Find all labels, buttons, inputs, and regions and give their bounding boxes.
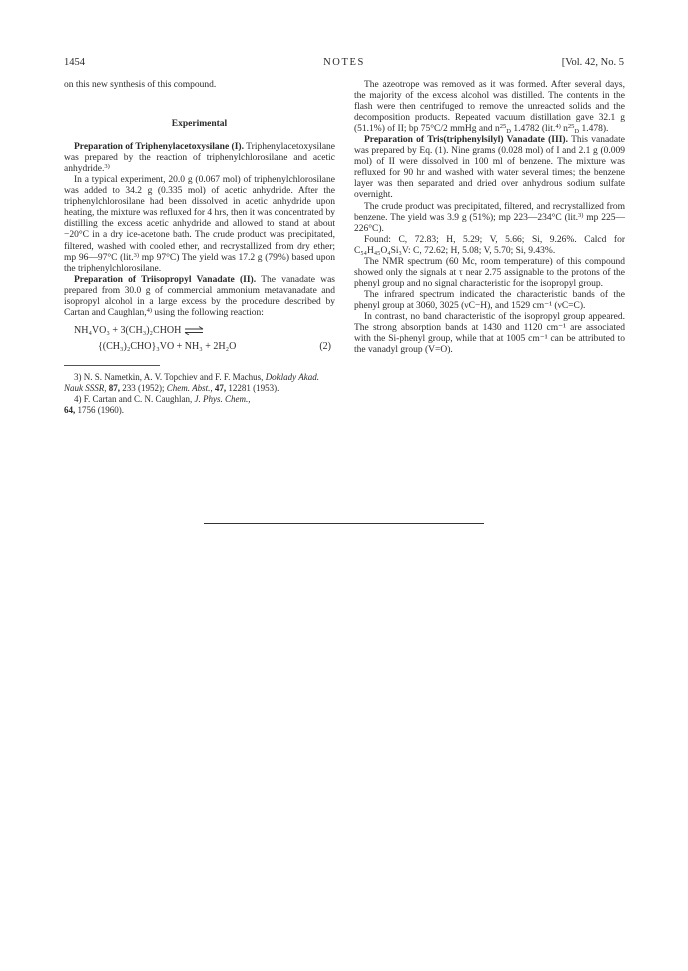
- temperature-superscript: 25: [499, 123, 507, 131]
- reference-pages: 1756 (1960).: [77, 404, 124, 415]
- reference-authors: N. S. Nametkin, A. V. Topchiev and F. F. Machus,: [83, 371, 264, 382]
- journal-section: NOTES: [323, 57, 365, 68]
- right-column: [354, 80, 625, 356]
- equation-products: {(CH₃)₂CHO}₃VO + NH₃ + 2H₂O: [98, 340, 237, 352]
- azeotrope-text: The azeotrope was removed as it was formed. After several days, the majority of the excess alcohol was distilled. The contents in the flash were then centrifuged to remove the unreacted solids and the decomposition products. Repeated vacuum distillation gave 32.1 g (51.1%) of II; bp 75°C/2 mmHg and n: [354, 80, 625, 135]
- footnote-divider: [64, 365, 160, 366]
- intro-line: on this new synthesis of this compound.: [64, 80, 217, 90]
- prep1-paragraph: [64, 142, 335, 175]
- reference-volume: 87,: [108, 382, 120, 393]
- typical-text: In a typical experiment, 20.0 g (0.067 mol) of triphenylchlorosilane was added to 34.2 g (0.335 mol) of acetic anhydride. After the triphenylchlorosilane had been dissolved in acetic anhydride upon heating, the mixture was refluxed for 4 hrs, then it was concentrated by distilling the excess acetic anhydride and allowed to stand at about −20°C in a dry ice-acetone bath. The crude product was precipitated, filtered, washed with cooled ether, and recrystallized from dry ether; mp 96—97°C (lit.: [64, 175, 335, 263]
- azeotrope-text-c: n: [560, 124, 568, 135]
- volume-info: [Vol. 42, No. 5: [561, 57, 624, 68]
- sodium-d-subscript: D: [506, 128, 511, 136]
- equation-reactants: NH₄VO₃ + 3(CH₃)₂CHOH: [74, 324, 182, 336]
- prep2-ref: 4): [146, 306, 152, 314]
- prep1-text: Triphenylacetoxysilane was prepared by the reaction of triphenylchlorosilane and acetic anhydride.: [64, 142, 336, 175]
- azeotrope-text-b: 1.4782 (lit.: [510, 124, 556, 135]
- section-heading: Experimental: [171, 119, 228, 130]
- prep2-text-end: using the following reaction:: [152, 307, 264, 318]
- typical-experiment-paragraph: [64, 175, 335, 274]
- contrast-paragraph: In contrast, no band characteristic of the isopropyl group appeared. The strong absorption bands at 1430 and 1120 cm⁻¹ are associated with the Si-phenyl group, while that at 1005 cm⁻¹ can be attributed to the vanadyl group (V=O).: [354, 311, 625, 356]
- nmr-paragraph: The NMR spectrum (60 Mc, room temperature) of this compound showed only the signals at τ near 2.75 assignable to the protons of the phenyl group and no signal characteristic for the isopropyl group.: [354, 256, 625, 289]
- prep2-text: The vanadate was prepared from 30.0 g of commercial ammonium metavanadate and isopropyl alcohol in a large excess by the procedure described by Cartan and Caughlan,: [64, 274, 336, 318]
- azeotrope-paragraph: [354, 80, 625, 135]
- references: [64, 372, 335, 416]
- page-number: 1454: [64, 57, 85, 68]
- reaction-equation: [64, 323, 335, 355]
- reference-journal: J. Phys. Chem.,: [194, 393, 251, 404]
- reference-authors: F. Cartan and C. N. Caughlan,: [83, 393, 193, 404]
- equilibrium-arrow-icon: [184, 326, 204, 335]
- article-end-rule: [204, 523, 484, 524]
- prep1-title: Preparation of Triphenylacetoxysilane (I).: [74, 142, 244, 153]
- reference-journal-2: Chem. Abst.,: [166, 382, 213, 393]
- equation-line-1: [74, 323, 204, 338]
- typical-ref: 3): [133, 251, 140, 259]
- reference-journal: Doklady Akad. Nauk SSSR,: [64, 371, 320, 393]
- prep3-paragraph: [354, 135, 625, 201]
- infrared-paragraph: The infrared spectrum indicated the characteristic bands of the phenyl group at 3060, 3025 (νC−H), and 1529 cm⁻¹ (νC=C).: [354, 289, 625, 311]
- prep3-title: Preparation of Tris(triphenylsilyl) Vanadate (III).: [364, 135, 568, 146]
- azeotrope-ref: 4): [555, 123, 561, 131]
- typical-text-end: mp 97°C) The yield was 17.2 g (79%) based upon the triphenylchlorosilane.: [64, 252, 335, 274]
- left-column: [64, 80, 335, 415]
- reference-pages-2: 12281 (1953).: [228, 382, 280, 393]
- elemental-analysis-paragraph: Found: C, 72.83; H, 5.29; V, 5.66; Si, 9.26%. Calcd for C₅₄H₄₅O₄Si₃V: C, 72.62; H, 5.08; V, 5.70; Si, 9.43%.: [354, 234, 625, 256]
- reference-pages: 233 (1952);: [122, 382, 165, 393]
- prep1-ref: 3): [104, 163, 110, 171]
- prep2-paragraph: [64, 275, 335, 319]
- crude-product-ref: 3): [578, 211, 584, 219]
- reference-item: [64, 372, 335, 394]
- azeotrope-text-d: 1.478).: [579, 124, 609, 135]
- reference-volume: 64,: [64, 404, 76, 415]
- sodium-d-subscript: D: [574, 128, 580, 136]
- prep3-text: This vanadate was prepared by Eq. (1). Nine grams (0.028 mol) of I and 2.1 g (0.009 mol) of II were dissolved in 100 ml of benzene. The mixture was refluxed for 90 hr and washed with water several times; the benzene layer was then separated and dried over anhydrous sodium sulfate overnight.: [354, 135, 625, 201]
- crude-product-text: The crude product was precipitated, filtered, and recrystallized from benzene. The yield was 3.9 g (51%); mp 223—234°C (lit.: [354, 201, 625, 223]
- equation-number: (2): [319, 340, 331, 352]
- running-header: [64, 57, 624, 71]
- crude-product-text-end: mp 225—226°C).: [354, 212, 625, 234]
- reference-volume-2: 47,: [214, 382, 227, 393]
- reference-number: 4): [74, 393, 82, 404]
- prep2-title: Preparation of Triisopropyl Vanadate (II).: [74, 274, 257, 285]
- reference-item: [64, 394, 335, 416]
- temperature-superscript: 25: [567, 123, 575, 131]
- reference-number: 3): [74, 371, 82, 382]
- crude-product-paragraph: [354, 202, 625, 235]
